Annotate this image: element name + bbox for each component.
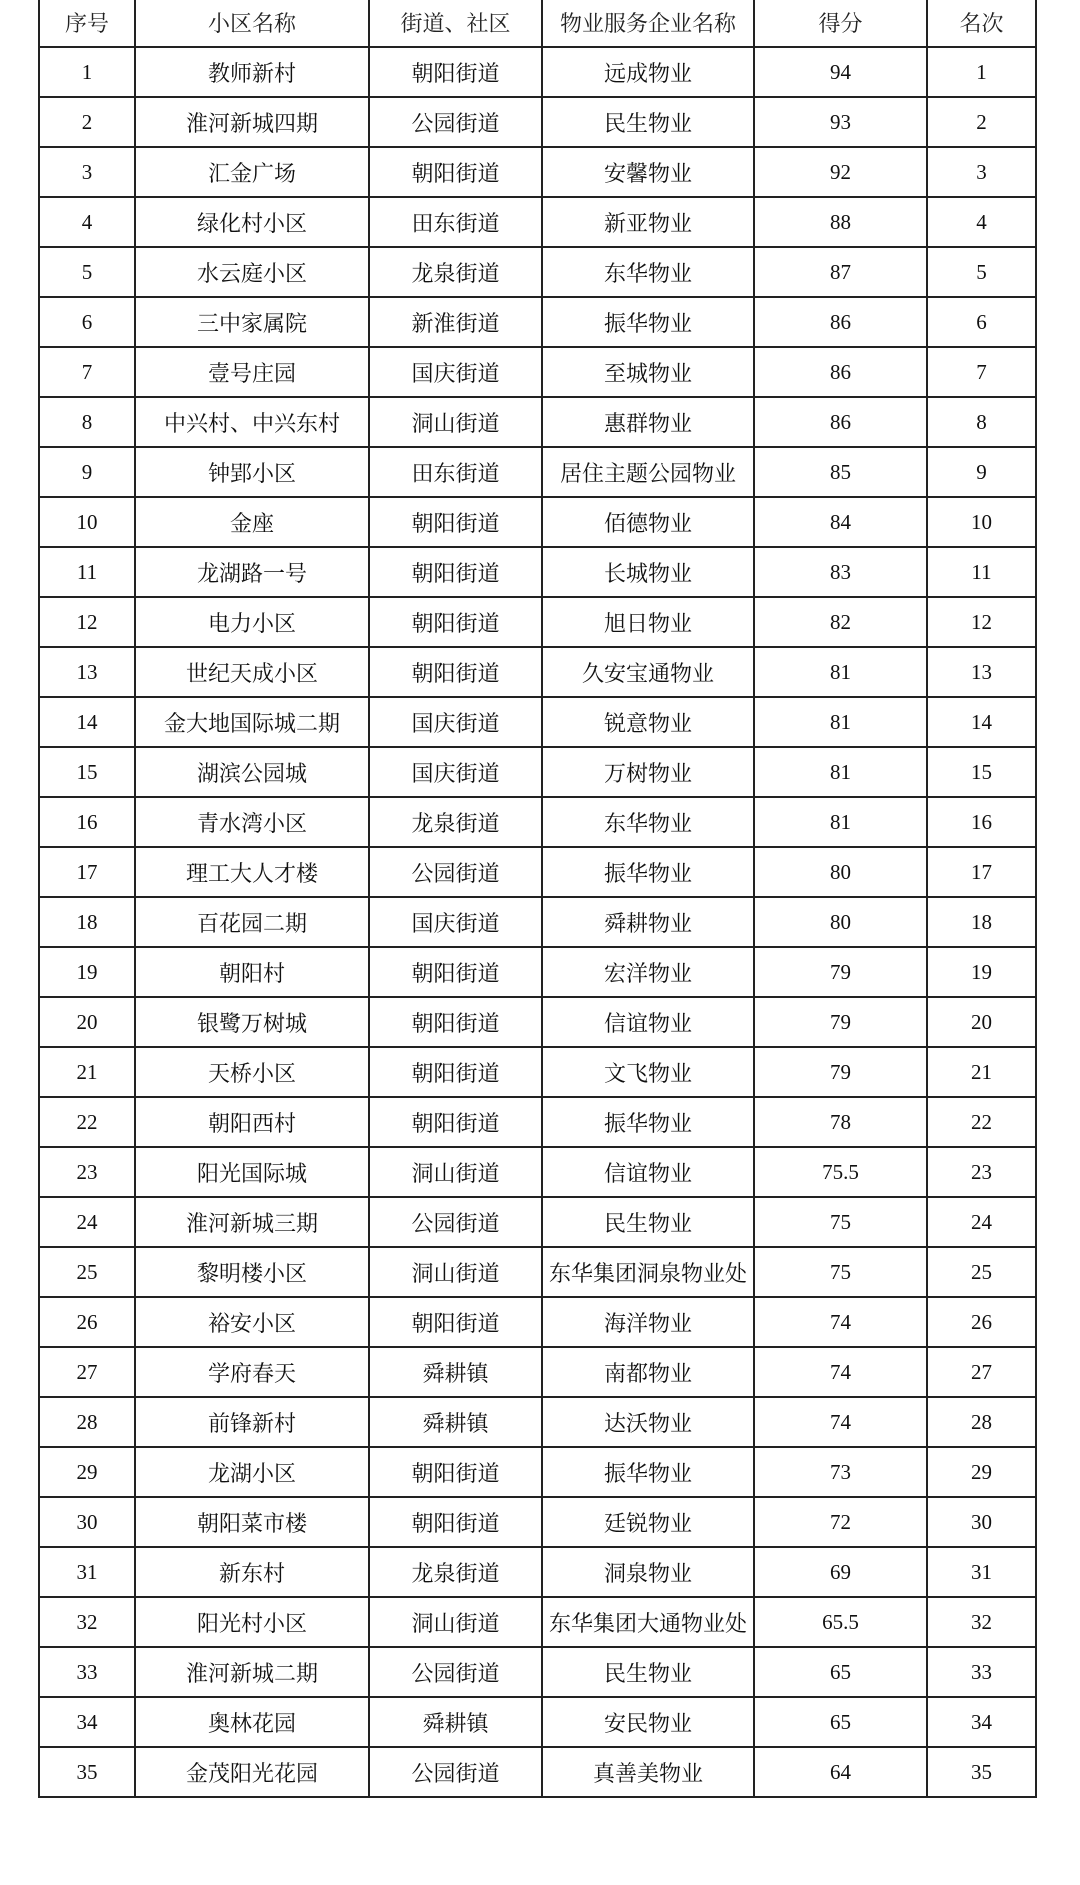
cell-community-name: 新东村 <box>135 1547 369 1597</box>
cell-street-community: 舜耕镇 <box>369 1347 542 1397</box>
table-row <box>39 797 1036 847</box>
table-body <box>39 47 1036 1797</box>
cell-community-name: 青水湾小区 <box>135 797 369 847</box>
cell-community-name: 湖滨公园城 <box>135 747 369 797</box>
cell-street-community: 朝阳街道 <box>369 47 542 97</box>
table-row <box>39 197 1036 247</box>
cell-rank: 26 <box>927 1297 1036 1347</box>
cell-rank: 21 <box>927 1047 1036 1097</box>
header-street-community: 街道、社区 <box>369 0 542 47</box>
cell-score: 86 <box>754 347 927 397</box>
table-row <box>39 1347 1036 1397</box>
cell-score: 86 <box>754 397 927 447</box>
cell-score: 92 <box>754 147 927 197</box>
cell-rank: 31 <box>927 1547 1036 1597</box>
cell-community-name: 汇金广场 <box>135 147 369 197</box>
table-row <box>39 1747 1036 1797</box>
cell-property-company: 真善美物业 <box>542 1747 754 1797</box>
cell-property-company: 廷锐物业 <box>542 1497 754 1547</box>
cell-score: 81 <box>754 797 927 847</box>
cell-property-company: 振华物业 <box>542 1447 754 1497</box>
cell-rank: 15 <box>927 747 1036 797</box>
cell-rank: 4 <box>927 197 1036 247</box>
cell-serial-number: 21 <box>39 1047 135 1097</box>
header-serial-number: 序号 <box>39 0 135 47</box>
cell-rank: 14 <box>927 697 1036 747</box>
cell-property-company: 民生物业 <box>542 97 754 147</box>
cell-property-company: 振华物业 <box>542 847 754 897</box>
cell-serial-number: 15 <box>39 747 135 797</box>
cell-serial-number: 26 <box>39 1297 135 1347</box>
cell-score: 80 <box>754 847 927 897</box>
cell-rank: 17 <box>927 847 1036 897</box>
cell-community-name: 阳光国际城 <box>135 1147 369 1197</box>
cell-street-community: 朝阳街道 <box>369 1447 542 1497</box>
cell-community-name: 教师新村 <box>135 47 369 97</box>
table-row <box>39 1647 1036 1697</box>
cell-street-community: 公园街道 <box>369 97 542 147</box>
cell-property-company: 万树物业 <box>542 747 754 797</box>
table-row <box>39 1297 1036 1347</box>
cell-street-community: 公园街道 <box>369 1747 542 1797</box>
cell-serial-number: 28 <box>39 1397 135 1447</box>
cell-rank: 2 <box>927 97 1036 147</box>
table-row <box>39 597 1036 647</box>
cell-community-name: 金大地国际城二期 <box>135 697 369 747</box>
cell-property-company: 久安宝通物业 <box>542 647 754 697</box>
cell-street-community: 田东街道 <box>369 197 542 247</box>
cell-street-community: 国庆街道 <box>369 897 542 947</box>
cell-street-community: 洞山街道 <box>369 1147 542 1197</box>
cell-street-community: 朝阳街道 <box>369 947 542 997</box>
cell-serial-number: 29 <box>39 1447 135 1497</box>
cell-rank: 1 <box>927 47 1036 97</box>
table-row <box>39 1147 1036 1197</box>
table-row <box>39 1697 1036 1747</box>
cell-score: 88 <box>754 197 927 247</box>
cell-rank: 11 <box>927 547 1036 597</box>
cell-street-community: 朝阳街道 <box>369 147 542 197</box>
cell-serial-number: 11 <box>39 547 135 597</box>
table-row <box>39 1247 1036 1297</box>
cell-rank: 7 <box>927 347 1036 397</box>
cell-score: 82 <box>754 597 927 647</box>
cell-serial-number: 16 <box>39 797 135 847</box>
cell-community-name: 阳光村小区 <box>135 1597 369 1647</box>
cell-serial-number: 10 <box>39 497 135 547</box>
cell-rank: 9 <box>927 447 1036 497</box>
table-row <box>39 647 1036 697</box>
cell-score: 81 <box>754 697 927 747</box>
cell-serial-number: 13 <box>39 647 135 697</box>
table-row <box>39 547 1036 597</box>
cell-street-community: 龙泉街道 <box>369 1547 542 1597</box>
cell-community-name: 朝阳菜市楼 <box>135 1497 369 1547</box>
table-row <box>39 1197 1036 1247</box>
cell-property-company: 惠群物业 <box>542 397 754 447</box>
cell-rank: 25 <box>927 1247 1036 1297</box>
cell-serial-number: 17 <box>39 847 135 897</box>
cell-property-company: 东华物业 <box>542 797 754 847</box>
cell-property-company: 达沃物业 <box>542 1397 754 1447</box>
cell-rank: 19 <box>927 947 1036 997</box>
cell-score: 79 <box>754 1047 927 1097</box>
cell-street-community: 朝阳街道 <box>369 1497 542 1547</box>
cell-score: 79 <box>754 997 927 1047</box>
cell-rank: 5 <box>927 247 1036 297</box>
cell-serial-number: 23 <box>39 1147 135 1197</box>
cell-rank: 27 <box>927 1347 1036 1397</box>
cell-street-community: 龙泉街道 <box>369 797 542 847</box>
cell-community-name: 电力小区 <box>135 597 369 647</box>
cell-score: 75 <box>754 1247 927 1297</box>
cell-street-community: 新淮街道 <box>369 297 542 347</box>
cell-community-name: 裕安小区 <box>135 1297 369 1347</box>
ranking-table <box>38 0 1037 1798</box>
cell-serial-number: 3 <box>39 147 135 197</box>
table-row <box>39 1397 1036 1447</box>
cell-street-community: 洞山街道 <box>369 1247 542 1297</box>
cell-community-name: 龙湖小区 <box>135 1447 369 1497</box>
cell-score: 74 <box>754 1397 927 1447</box>
table-row <box>39 1047 1036 1097</box>
table-row <box>39 447 1036 497</box>
cell-serial-number: 22 <box>39 1097 135 1147</box>
cell-community-name: 淮河新城三期 <box>135 1197 369 1247</box>
cell-rank: 29 <box>927 1447 1036 1497</box>
cell-serial-number: 19 <box>39 947 135 997</box>
cell-community-name: 黎明楼小区 <box>135 1247 369 1297</box>
cell-community-name: 金茂阳光花园 <box>135 1747 369 1797</box>
table-row <box>39 697 1036 747</box>
cell-serial-number: 25 <box>39 1247 135 1297</box>
cell-rank: 13 <box>927 647 1036 697</box>
cell-property-company: 居住主题公园物业 <box>542 447 754 497</box>
cell-score: 75 <box>754 1197 927 1247</box>
cell-community-name: 三中家属院 <box>135 297 369 347</box>
cell-property-company: 东华集团大通物业处 <box>542 1597 754 1647</box>
cell-rank: 3 <box>927 147 1036 197</box>
cell-score: 65.5 <box>754 1597 927 1647</box>
cell-score: 65 <box>754 1647 927 1697</box>
cell-property-company: 南都物业 <box>542 1347 754 1397</box>
cell-serial-number: 6 <box>39 297 135 347</box>
cell-rank: 10 <box>927 497 1036 547</box>
cell-serial-number: 14 <box>39 697 135 747</box>
cell-property-company: 佰德物业 <box>542 497 754 547</box>
cell-property-company: 洞泉物业 <box>542 1547 754 1597</box>
cell-property-company: 安馨物业 <box>542 147 754 197</box>
cell-community-name: 奥林花园 <box>135 1697 369 1747</box>
cell-serial-number: 18 <box>39 897 135 947</box>
cell-rank: 20 <box>927 997 1036 1047</box>
cell-street-community: 舜耕镇 <box>369 1697 542 1747</box>
cell-community-name: 前锋新村 <box>135 1397 369 1447</box>
cell-serial-number: 32 <box>39 1597 135 1647</box>
cell-serial-number: 27 <box>39 1347 135 1397</box>
cell-score: 64 <box>754 1747 927 1797</box>
cell-serial-number: 24 <box>39 1197 135 1247</box>
cell-street-community: 朝阳街道 <box>369 497 542 547</box>
table-row <box>39 997 1036 1047</box>
cell-score: 83 <box>754 547 927 597</box>
cell-rank: 23 <box>927 1147 1036 1197</box>
cell-property-company: 东华集团洞泉物业处 <box>542 1247 754 1297</box>
cell-street-community: 洞山街道 <box>369 1597 542 1647</box>
cell-community-name: 世纪天成小区 <box>135 647 369 697</box>
table-row <box>39 1097 1036 1147</box>
cell-street-community: 龙泉街道 <box>369 247 542 297</box>
cell-community-name: 学府春天 <box>135 1347 369 1397</box>
cell-score: 79 <box>754 947 927 997</box>
cell-score: 93 <box>754 97 927 147</box>
cell-street-community: 朝阳街道 <box>369 1047 542 1097</box>
table-row <box>39 1597 1036 1647</box>
table-row <box>39 897 1036 947</box>
cell-community-name: 水云庭小区 <box>135 247 369 297</box>
cell-community-name: 银鹭万树城 <box>135 997 369 1047</box>
cell-property-company: 振华物业 <box>542 1097 754 1147</box>
table-row <box>39 747 1036 797</box>
table-row <box>39 147 1036 197</box>
cell-street-community: 国庆街道 <box>369 347 542 397</box>
cell-property-company: 至城物业 <box>542 347 754 397</box>
cell-rank: 8 <box>927 397 1036 447</box>
cell-score: 65 <box>754 1697 927 1747</box>
cell-serial-number: 33 <box>39 1647 135 1697</box>
cell-community-name: 淮河新城二期 <box>135 1647 369 1697</box>
cell-serial-number: 2 <box>39 97 135 147</box>
cell-property-company: 锐意物业 <box>542 697 754 747</box>
cell-serial-number: 7 <box>39 347 135 397</box>
cell-community-name: 绿化村小区 <box>135 197 369 247</box>
cell-serial-number: 9 <box>39 447 135 497</box>
cell-community-name: 龙湖路一号 <box>135 547 369 597</box>
header-rank: 名次 <box>927 0 1036 47</box>
cell-serial-number: 35 <box>39 1747 135 1797</box>
cell-serial-number: 30 <box>39 1497 135 1547</box>
table-row <box>39 847 1036 897</box>
cell-property-company: 信谊物业 <box>542 997 754 1047</box>
cell-rank: 33 <box>927 1647 1036 1697</box>
table-row <box>39 1497 1036 1547</box>
cell-property-company: 信谊物业 <box>542 1147 754 1197</box>
cell-property-company: 安民物业 <box>542 1697 754 1747</box>
cell-serial-number: 1 <box>39 47 135 97</box>
cell-score: 84 <box>754 497 927 547</box>
ranking-table-container <box>38 0 1035 1798</box>
table-row <box>39 947 1036 997</box>
cell-score: 81 <box>754 747 927 797</box>
cell-rank: 30 <box>927 1497 1036 1547</box>
header-community-name: 小区名称 <box>135 0 369 47</box>
cell-street-community: 朝阳街道 <box>369 1297 542 1347</box>
cell-score: 87 <box>754 247 927 297</box>
cell-rank: 16 <box>927 797 1036 847</box>
cell-property-company: 文飞物业 <box>542 1047 754 1097</box>
cell-rank: 28 <box>927 1397 1036 1447</box>
cell-serial-number: 31 <box>39 1547 135 1597</box>
cell-serial-number: 34 <box>39 1697 135 1747</box>
cell-rank: 18 <box>927 897 1036 947</box>
cell-property-company: 远成物业 <box>542 47 754 97</box>
cell-community-name: 朝阳西村 <box>135 1097 369 1147</box>
cell-property-company: 新亚物业 <box>542 197 754 247</box>
cell-street-community: 朝阳街道 <box>369 547 542 597</box>
cell-serial-number: 20 <box>39 997 135 1047</box>
cell-street-community: 朝阳街道 <box>369 1097 542 1147</box>
cell-score: 80 <box>754 897 927 947</box>
table-row <box>39 297 1036 347</box>
cell-rank: 32 <box>927 1597 1036 1647</box>
cell-street-community: 国庆街道 <box>369 747 542 797</box>
cell-street-community: 公园街道 <box>369 1647 542 1697</box>
cell-score: 94 <box>754 47 927 97</box>
cell-property-company: 民生物业 <box>542 1197 754 1247</box>
cell-property-company: 东华物业 <box>542 247 754 297</box>
cell-community-name: 朝阳村 <box>135 947 369 997</box>
header-score: 得分 <box>754 0 927 47</box>
cell-community-name: 百花园二期 <box>135 897 369 947</box>
cell-property-company: 民生物业 <box>542 1647 754 1697</box>
table-row <box>39 397 1036 447</box>
cell-community-name: 中兴村、中兴东村 <box>135 397 369 447</box>
cell-street-community: 公园街道 <box>369 1197 542 1247</box>
cell-street-community: 舜耕镇 <box>369 1397 542 1447</box>
cell-score: 85 <box>754 447 927 497</box>
cell-rank: 34 <box>927 1697 1036 1747</box>
cell-rank: 12 <box>927 597 1036 647</box>
cell-score: 69 <box>754 1547 927 1597</box>
cell-score: 74 <box>754 1297 927 1347</box>
cell-score: 86 <box>754 297 927 347</box>
cell-rank: 22 <box>927 1097 1036 1147</box>
cell-property-company: 旭日物业 <box>542 597 754 647</box>
cell-property-company: 宏洋物业 <box>542 947 754 997</box>
cell-serial-number: 5 <box>39 247 135 297</box>
header-property-company: 物业服务企业名称 <box>542 0 754 47</box>
cell-serial-number: 12 <box>39 597 135 647</box>
cell-community-name: 金座 <box>135 497 369 547</box>
cell-rank: 6 <box>927 297 1036 347</box>
cell-rank: 24 <box>927 1197 1036 1247</box>
table-row <box>39 497 1036 547</box>
cell-community-name: 理工大人才楼 <box>135 847 369 897</box>
table-row <box>39 1447 1036 1497</box>
header-row <box>39 0 1036 47</box>
table-row <box>39 247 1036 297</box>
cell-community-name: 钟郢小区 <box>135 447 369 497</box>
cell-serial-number: 8 <box>39 397 135 447</box>
cell-score: 72 <box>754 1497 927 1547</box>
cell-street-community: 洞山街道 <box>369 397 542 447</box>
cell-street-community: 朝阳街道 <box>369 597 542 647</box>
cell-street-community: 公园街道 <box>369 847 542 897</box>
cell-community-name: 壹号庄园 <box>135 347 369 397</box>
cell-street-community: 朝阳街道 <box>369 647 542 697</box>
cell-score: 81 <box>754 647 927 697</box>
cell-serial-number: 4 <box>39 197 135 247</box>
table-row <box>39 47 1036 97</box>
cell-property-company: 海洋物业 <box>542 1297 754 1347</box>
cell-score: 75.5 <box>754 1147 927 1197</box>
cell-street-community: 朝阳街道 <box>369 997 542 1047</box>
cell-property-company: 舜耕物业 <box>542 897 754 947</box>
cell-street-community: 国庆街道 <box>369 697 542 747</box>
cell-property-company: 振华物业 <box>542 297 754 347</box>
cell-street-community: 田东街道 <box>369 447 542 497</box>
cell-community-name: 淮河新城四期 <box>135 97 369 147</box>
cell-score: 73 <box>754 1447 927 1497</box>
cell-property-company: 长城物业 <box>542 547 754 597</box>
cell-community-name: 天桥小区 <box>135 1047 369 1097</box>
table-row <box>39 1547 1036 1597</box>
cell-rank: 35 <box>927 1747 1036 1797</box>
cell-score: 78 <box>754 1097 927 1147</box>
table-row <box>39 97 1036 147</box>
cell-score: 74 <box>754 1347 927 1397</box>
table-row <box>39 347 1036 397</box>
